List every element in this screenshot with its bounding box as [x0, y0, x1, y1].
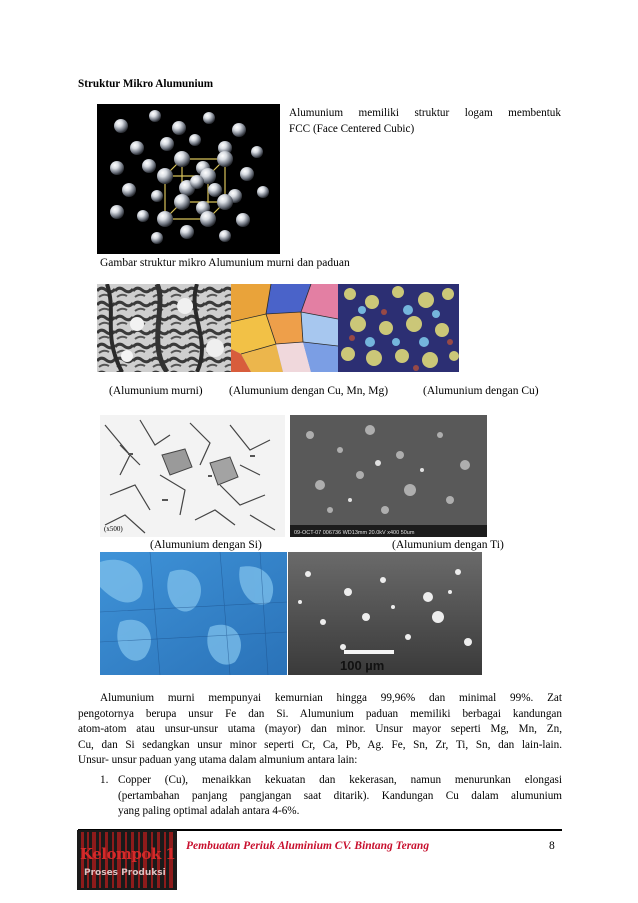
- caption-pure-aluminium: (Alumunium murni): [109, 385, 203, 397]
- sem-info-bar: 09-OCT-07 006736 WD13mm 20.0kV x400 50um: [294, 530, 415, 536]
- paragraph-line: atom-atom atau unsur-unsur utama (mayor) dan minor. Unsur mayor seperti Mg, Mn, Zn,: [78, 723, 562, 735]
- logo-main-text: Kelompok 1: [80, 845, 176, 863]
- micro-al-ti-image: [288, 552, 482, 675]
- list-item-line: yang paling optimal adalah antara 4-6%.: [118, 805, 300, 817]
- list-item-line: (pertambahan panjang pangjangan saat ditarik). Kandungan Cu dalam alumunium: [118, 789, 562, 802]
- list-item: [118, 773, 562, 820]
- intro-line-2: FCC (Face Centered Cubic): [289, 123, 415, 135]
- caption-al-si: (Alumunium dengan Si): [150, 539, 262, 551]
- list-item-number: 1.: [100, 774, 109, 786]
- group-logo: [77, 830, 177, 890]
- caption-al-ti: (Alumunium dengan Ti): [392, 539, 504, 551]
- micro-al-cu-mn-mg-image: [231, 284, 338, 372]
- intro-line-1: Alumunium memiliki struktur logam membentuk: [289, 107, 561, 119]
- magnification-label: (x500): [104, 525, 123, 533]
- micro-pure-aluminium-image: [97, 284, 231, 372]
- body-paragraph: [78, 691, 562, 769]
- section-heading: Struktur Mikro Alumunium: [78, 78, 214, 90]
- caption-al-cu-mn-mg: (Alumunium dengan Cu, Mn, Mg): [229, 385, 389, 397]
- logo-sub-text: Proses Produksi: [84, 868, 166, 878]
- figure-caption: Gambar struktur mikro Alumunium murni dan paduan: [100, 257, 350, 269]
- page-number: 8: [549, 840, 555, 852]
- micro-al-ti-image-top: [290, 415, 487, 537]
- micro-al-si-image-colored: [100, 552, 287, 675]
- paragraph-line: Alumunium murni mempunyai kemurnian hingga 99,96% dan minimal 99%. Zat: [100, 692, 562, 704]
- micro-al-si-image: [100, 415, 285, 537]
- paragraph-line: pengotornya berupa unsur Fe dan Si. Alumunium paduan memiliki berbagai kandungan: [78, 707, 562, 720]
- paragraph-line: Unsur- unsur paduan yang utama dalam almunium antara lain:: [78, 754, 358, 766]
- footer-title: Pembuatan Periuk Aluminium CV. Bintang Terang: [186, 840, 430, 852]
- scale-bar-label: 100 µm: [340, 658, 385, 673]
- fcc-crystal-image: [97, 104, 280, 254]
- list-item-line: Copper (Cu), menaikkan kekuatan dan kekerasan, namun menurunkan elongasi: [118, 774, 562, 786]
- paragraph-line: Cu, dan Si sedangkan unsur minor seperti Cr, Ca, Pb, Ag. Fe, Sn, Zr, Ti, Sn, dan lain-lain.: [78, 738, 562, 751]
- caption-al-cu: (Alumunium dengan Cu): [423, 385, 539, 397]
- micro-al-cu-image: [338, 284, 459, 372]
